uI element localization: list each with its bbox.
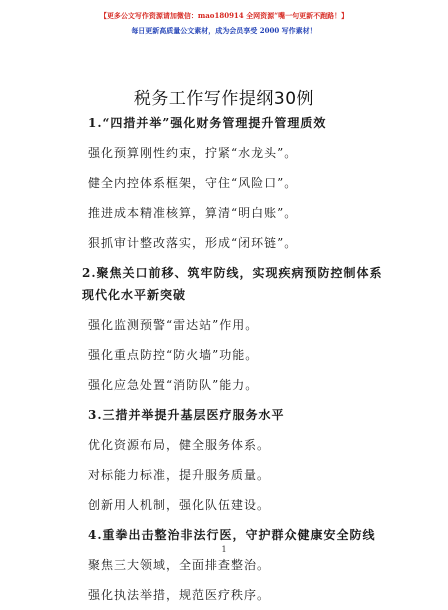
section-heading: 4.重拳出击整治非法行医，守护群众健康安全防线 — [88, 528, 376, 542]
section-heading: 1.“四措并举”强化财务管理提升管理质效 — [88, 116, 327, 130]
promo-banner-line-2: 每日更新高质量公文素材，成为会员享受 2000 写作素材！ — [131, 26, 317, 35]
outline-item: 强化应急处置“消防队”能力。 — [88, 378, 259, 392]
document-title: 税务工作写作提纲30例 — [133, 89, 315, 109]
outline-item: 强化预算刚性约束，拧紧“水龙头”。 — [88, 146, 298, 160]
outline-item: 创新用人机制，强化队伍建设。 — [88, 498, 271, 512]
outline-item: 健全内控体系框架，守住“风险口”。 — [88, 176, 298, 190]
outline-item: 优化资源布局，健全服务体系。 — [88, 438, 271, 452]
promo-banner — [0, 10, 448, 37]
document-body — [82, 108, 388, 610]
outline-item: 聚焦三大领域，全面排查整治。 — [88, 558, 271, 572]
outline-item: 推进成本精准核算，算清“明白账”。 — [88, 206, 298, 220]
section-heading: 2.聚焦关口前移、筑牢防线，实现疾病预防控制体系现代化水平新突破 — [82, 266, 383, 302]
outline-item: 对标能力标准，提升服务质量。 — [88, 468, 271, 482]
outline-item: 狠抓审计整改落实，形成“闭环链”。 — [88, 236, 298, 250]
page-number: 1 — [221, 545, 227, 554]
outline-item: 强化重点防控“防火墙”功能。 — [88, 348, 259, 362]
outline-item: 强化监测预警“雷达站”作用。 — [88, 318, 259, 332]
section-heading: 3.三措并举提升基层医疗服务水平 — [88, 408, 285, 422]
outline-item: 强化执法举措，规范医疗秩序。 — [88, 588, 271, 602]
promo-banner-line-1: 【更多公文写作资源请加微信：mao180914 全网资源“嘴一句更新不跑路！】 — [99, 11, 349, 20]
